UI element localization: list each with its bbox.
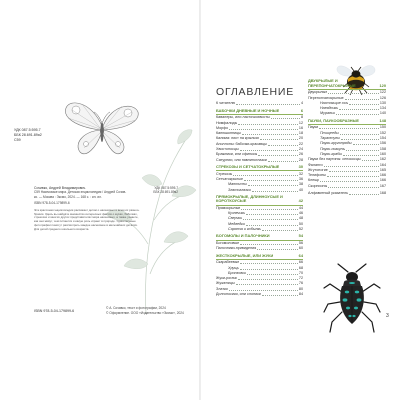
toc-entry-title: ПРЯМОКРЫЛЫЕ, ДЛИННОУСЫЕ И КОРОТКОУСЫЕ [216,194,283,204]
toc-entry-title: БОГОМОЛЫ И ПАЛОЧНИКИ [216,234,270,239]
toc-page-number: 154 [379,136,386,141]
toc-entry-title: Бронзовки [228,270,246,275]
toc-entry-title: Сетчатокрылые [216,176,244,181]
toc-page-number: 122 [379,90,386,95]
toc-leader-dots [341,139,379,140]
toc-entry-title: Пауки [308,125,319,130]
toc-leader-dots [340,134,379,135]
right-page-contents [200,0,400,400]
toc-leader-dots [240,263,298,264]
toc-page-number: 140 [379,111,386,116]
toc-page-number: 36 [298,176,303,181]
toc-entry-title: Двукрылые [308,90,328,95]
toc-page-number: 120 [379,82,386,88]
isbn-number: ISBN 978-5-04-179899-6 [34,309,75,313]
toc-page-number: 166 [379,178,386,183]
toc-entry-title: Пауки-крабы [320,151,343,156]
toc-page-number: 76 [298,281,303,286]
toc-leader-dots [258,155,298,156]
toc-leader-dots [329,171,379,172]
toc-entry-title: Кузнечики [228,211,246,216]
toc-leader-dots [353,144,379,145]
toc-page-number: 30 [298,164,303,170]
toc-leader-dots [328,93,378,94]
toc-page-number: 66 [298,260,303,265]
toc-entry-title: Морфо [216,125,229,130]
toc-entry-title: Жгутоногие [308,167,328,172]
toc-entry-title: Алфавитный указатель [308,191,349,196]
toc-page-number: 160 [379,151,386,156]
toc-leader-dots [339,109,379,110]
toc-leader-dots [257,249,298,250]
toc-leader-dots [241,209,297,210]
toc-leader-dots [240,150,298,151]
toc-entry-title: Клещи [308,178,320,183]
toc-page-number: 70 [298,270,303,275]
toc-entry-title: Жужелицы [216,281,235,286]
toc-page-number: 12 [298,120,303,125]
toc-page-number: 26 [298,152,303,157]
toc-page-number: 167 [379,183,386,188]
toc-leader-dots [349,194,379,195]
toc-subentry [308,111,386,116]
catalog-codes [153,186,178,195]
toc-page-number: 168 [379,191,386,196]
catalog-bbk: ББК 28.691.89я2 [153,190,178,195]
copyright-notice [106,306,184,315]
toc-page-number: 150 [379,125,386,130]
toc-entry-title: Кавалеры, или ласточкохвосты [216,115,270,120]
toc-page-number: 18 [298,131,303,136]
toc-section-heading [216,195,303,206]
toc-entry-title: Птицееды [320,130,339,135]
toc-page-number: 162 [379,157,386,162]
toc-entry-title: Жуки-рогачи [216,276,238,281]
toc-leader-dots [268,161,298,162]
toc-entry-title: СТРЕКОЗЫ И СЕТЧАТОКРЫЛЫЕ [216,165,280,170]
toc-leader-dots [236,104,300,105]
toc-leader-dots [262,230,297,231]
toc-page-number: 72 [298,276,303,281]
catalog-card [34,186,178,232]
toc-leader-dots [238,124,298,125]
toc-page-number: 148 [379,117,386,123]
toc-entry-title: Стрекозы [216,171,233,176]
toc-entry-title: Долгоносики, или слоники [216,292,261,297]
toc-leader-dots [238,279,297,280]
toc-leader-dots [240,269,297,270]
toc-page-number: 84 [298,292,303,297]
toc-page-number: 165 [379,167,386,172]
toc-entry-title: Аполлоны: бабочки-красавцы [216,141,267,146]
annotation-line: Для детей среднего школьного возраста. [34,227,90,232]
toc-page-number: 40 [298,187,303,192]
toc-entry-title: Муравьи [320,111,335,116]
toc-entry-title: Хвостоносцы [216,147,239,152]
udk-code: УДК 087.5:595.7 [14,128,41,132]
toc-page-number: 8 [300,115,303,120]
catalog-udk: УДК 087.5:595.7 [154,186,178,190]
toc-entry-title: Пауки-скакуны [320,146,346,151]
toc-page-number: 130 [379,100,386,105]
toc-column-left [216,101,303,297]
toc-entry-title: Сатурнии, или павлиноглазки [216,157,267,162]
toc-entry-title: ПАУКИ, ПАУКООБРАЗНЫЕ [308,118,360,123]
toc-leader-dots [246,225,298,226]
author-sign: С59 [14,138,21,142]
toc-page-number: 32 [298,171,303,176]
catalog-author: Сочивко, Андрей Владимирович. [34,186,87,190]
toc-entry-title: Пауки-кругопряды [320,141,352,146]
toc-leader-dots [345,99,379,100]
toc-leader-dots [262,295,298,296]
toc-entry-title: Саранча и кобылки [228,227,262,231]
toc-page-number: 80 [298,286,303,291]
toc-page-number: 152 [379,130,386,135]
toc-page-number: 50 [298,221,303,226]
toc-leader-dots [247,274,298,275]
toc-entry-title: Тарантулы [320,136,340,141]
toc-leader-dots [362,160,379,161]
toc-page-number: 134 [379,106,386,111]
toc-page-number: 38 [298,182,303,187]
toc-leader-dots [346,150,378,151]
annotation-line: фотографии помогут рассмотреть каждое насекомое в мельчайших деталях. [34,223,138,228]
toc-leader-dots [233,175,297,176]
page-number: 3 [386,313,389,319]
toc-leader-dots [229,290,298,291]
toc-subentry [216,227,303,232]
toc-entry [216,292,303,297]
annotation-line: бразии. Здесь вы найдёте множество интересных фактов о жуках, бабочках, [34,211,138,216]
toc-leader-dots [236,284,298,285]
toc-page-number: 156 [379,141,386,146]
toc-entry [216,157,303,162]
toc-page-number: 158 [379,146,386,151]
toc-leader-dots [260,139,298,140]
toc-page-number: 42 [298,198,303,204]
toc-page-number: 6 [300,107,303,113]
toc-page-number: 48 [298,216,303,221]
toc-page-number: 56 [298,240,303,245]
toc-entry-title: К читателю [216,101,236,106]
toc-subentry [216,187,303,192]
toc-entry-title: ЖЕСТКОКРЫЛЫЕ, ИЛИ ЖУКИ [216,253,274,258]
toc-page-number: 46 [298,211,303,216]
toc-entry-title: Хрущи [228,265,240,270]
catalog-title-line: С59 Насекомые мира. Детская энциклопедия / Андрей Сочив- [34,190,127,195]
toc-entry [308,191,386,196]
toc-leader-dots [252,191,298,192]
toc-page-number: 44 [298,205,303,210]
toc-leader-dots [343,155,379,156]
toc-leader-dots [320,181,378,182]
toc-entry-title: Настоящие осы [320,100,349,105]
toc-leader-dots [349,104,378,105]
toc-entry [216,101,303,106]
toc-section-heading [308,79,386,90]
toc-entry-title: Богомоловые [216,240,240,245]
toc-page-number: 68 [298,265,303,270]
toc-page-number: 16 [298,125,303,130]
toc-entry-title: Телифоны [308,173,326,178]
toc-leader-dots [324,166,379,167]
toc-entry-title: Медведки [228,221,245,226]
toc-leader-dots [319,128,379,129]
toc-entry-title: Мантиспы [228,182,247,187]
toc-entry-title: Калима: лист на крыльях [216,136,260,141]
toc-leader-dots [248,185,298,186]
toc-leader-dots [246,214,298,215]
toc-entry-title: Скарабеевые [216,260,240,265]
toc-page-number: 64 [298,252,303,258]
toc-leader-dots [271,118,300,119]
catalog-publisher-line: ко. — Москва : Эксмо, 2024. — 168 с. : ил. ил. [34,194,102,199]
toc-page-number: 164 [379,162,386,167]
toc-entry-title: Прямокрылые [216,205,241,210]
toc-entry-title: Капюшонницы [216,131,241,136]
toc-entry-title: Пауки без паутины: сенокосцы [308,157,361,162]
toc-leader-dots [328,187,379,188]
toc-leader-dots [336,114,379,115]
toc-entry-title: ДВУКРЫЛЫЕ И ПЕРЕПОНЧАТОКРЫЛЫЕ [308,79,356,88]
toc-page-number: 4 [300,101,303,106]
toc-page-number: 54 [298,233,303,239]
toc-entry-title: Златки [216,286,228,291]
catalog-annotation [34,209,178,232]
annotation-line: как они живут, чем питаются и какую роль играют в природе. Удивительные [34,219,136,224]
toc-entry-title: Златоглазки [228,187,251,192]
toc-leader-dots [244,180,298,181]
toc-entry-title: Нимфалиды [216,120,238,125]
toc-entry [216,246,303,251]
toc-title: ОГЛАВЛЕНИЕ [216,86,295,98]
toc-leader-dots [243,219,298,220]
toc-leader-dots [242,134,298,135]
toc-entry-title: Фаланги [308,162,323,167]
toc-page-number: 60 [298,246,303,251]
beetle-photo [320,262,384,336]
toc-page-number: 24 [298,147,303,152]
toc-leader-dots [327,176,379,177]
annotation-line: стрекозах и многих других представителях мира насекомых, а также узнаете, [34,215,139,220]
bbk-code: ББК 28.691.89я2 [14,133,42,137]
toc-entry-title: Палочники-привидения [216,246,257,251]
catalog-isbn: ISBN 978-5-04-179899-6 [34,201,70,206]
toc-page-number: 20 [298,136,303,141]
toc-leader-dots [240,244,298,245]
toc-entry-title: Бражники, или сфинксы [216,152,258,157]
toc-page-number: 28 [298,157,303,162]
toc-entry-title: Перепончатокрылые [308,95,344,100]
toc-page-number: 166 [379,173,386,178]
toc-leader-dots [268,145,298,146]
toc-entry-title: Сверчки [228,216,243,221]
copyright-text-line: © А. Сочивко, текст и фотографии, 2024 [106,306,166,310]
toc-page-number: 52 [298,227,303,231]
toc-page-number: 126 [379,95,386,100]
toc-entry-title: Скорпионы [308,183,328,188]
annotation-line: Эта красочная энциклопедия расскажет детям о насекомых и всем их разноо- [34,207,140,212]
toc-leader-dots [229,129,298,130]
copyright-design-line: © Оформление. ООО «Издательство «Эксмо», 2024 [106,310,184,315]
toc-entry-title: Наездники [320,106,339,111]
toc-column-right [308,77,386,196]
toc-page-number: 22 [298,141,303,146]
toc-entry-title: БАБОЧКИ ДНЕВНЫЕ И НОЧНЫЕ [216,108,280,113]
